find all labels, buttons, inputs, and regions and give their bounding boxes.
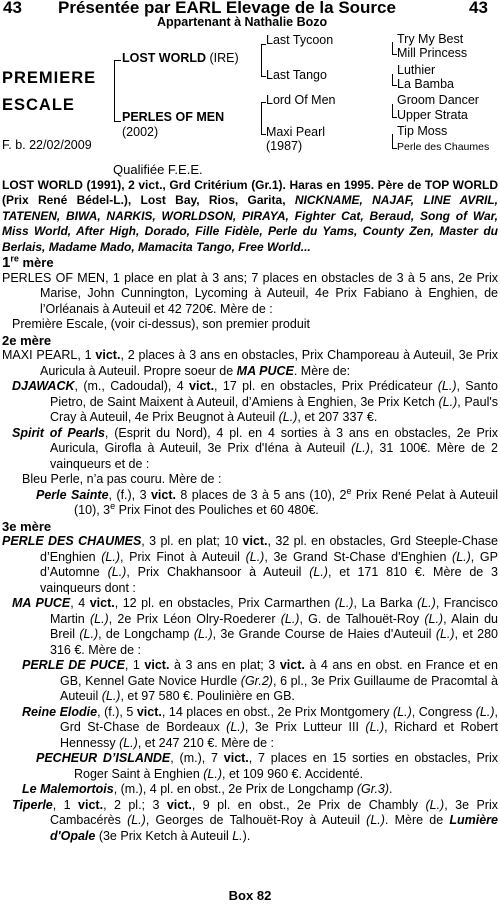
gen3-name: Try My Best: [397, 32, 464, 46]
gen2-name: Last Tycoon: [266, 33, 334, 47]
gen2-name: Maxi Pearl: [266, 125, 326, 139]
section-first-dam: 1re mère: [2, 253, 54, 271]
gen3-name: Groom Dancer: [397, 93, 479, 107]
qualification: Qualifiée F.E.E.: [113, 162, 203, 177]
gen2-name: Last Tango: [266, 68, 327, 82]
product-line: Première Escale, (voir ci-dessus), son premier produit: [12, 317, 311, 331]
bracket-line: [392, 104, 393, 118]
offspring-entry: Spirit of Pearls, (Esprit du Nord), 4 pl. en 4 sorties à 3 ans en obstacles, 2e Prix Auricula, Girofla à Auteuil, 3e Prix d'Iéna à Auteuil (L.), 31 100€. Mère de 2 vainqueurs et de :: [12, 425, 498, 471]
offspring-entry: MA PUCE, 4 vict., 12 pl. en obstacles, Prix Carmarthen (L.), La Barka (L.), Francisco Martin (L.), 2e Prix Léon Olry-Roederer (L.), G. de Talhouët-Roy (L.), Alain du Breil (L.), de Longchamp (L.), 3e Grande Course de Haies d'Auteuil (L.), et 280 316 €. Mère de :: [12, 596, 499, 657]
bracket-line: [261, 44, 262, 77]
bracket-line: [261, 102, 262, 135]
offspring-entry: PERLE DE PUCE, 1 vict. à 3 ans en plat; 3 vict. à 4 ans en obst. en France et en GB, Kennel Gate Novice Hurdle (Gr.2), 6 pl., 3e Prix Guillaume de Pracomtal à Auteuil (L.), et 97 580 €. Poulinière en GB.: [22, 658, 498, 703]
lot-number-left: 43: [3, 0, 22, 17]
offspring-entry: PECHEUR D’ISLANDE, (m.), 7 vict., 7 places en 15 sorties en obstacles, Prix Roger Saint à Enghien (L.), et 109 960 €. Accidenté.: [36, 751, 498, 781]
third-dam-text: PERLE DES CHAUMES, 3 pl. en plat; 10 vict., 32 pl. en obstacles, Grd Steeple-Chase d’Enghien (L.), Prix Finot à Auteuil (L.), 3e Grand St-Chase d'Enghien (L.), GP d’Automne (L.), Prix Chakhansoor à Auteuil (L.), et 171 810 €. Mère de 3 vainqueurs dont :: [2, 534, 499, 595]
gen2-name: Lord Of Men: [266, 93, 336, 107]
gen3-name: Tip Moss: [397, 124, 448, 138]
gen3-name: Mill Princess: [397, 46, 468, 60]
offspring-entry: Le Malemortois, (m.), 4 pl. en obst., 2e Prix de Longchamp (Gr.3).: [22, 782, 393, 796]
bracket-line: [392, 134, 393, 149]
bracket-line: [114, 60, 121, 61]
second-dam-text: MAXI PEARL, 1 vict., 2 places à 3 ans en obstacles, Prix Champoreau à Auteuil, 3e Prix Auricula à Auteuil. Propre soeur de MA PUCE. Mère de:: [2, 348, 498, 378]
section-third-dam: 3e mère: [2, 518, 52, 534]
gen3-name: Upper Strata: [397, 108, 468, 122]
owner-line: Appartenant à Nathalie Bozo: [157, 15, 328, 29]
section-second-dam: 2e mère: [2, 332, 52, 348]
first-dam-text: PERLES OF MEN, 1 place en plat à 3 ans; 7 places en obstacles de 3 à 5 ans, 2e Prix Marise, John Cunnington, Lycoming à Auteuil, 4e Prix Fabiano à Enghien, de l’Orléanais à Auteuil et 42 720€. Mère de :: [2, 270, 498, 316]
sire-name: LOST WORLD (IRE): [122, 51, 239, 65]
box-number: Box 82: [228, 888, 272, 903]
offspring-entry: Tiperle, 1 vict., 2 pl.; 3 vict., 9 pl. en obst., 2e Prix de Chambly (L.), 3e Prix Cambacérès (L.), Georges de Talhouët-Roy à Auteuil (L.). Mère de Lumière d'Opale (3e Prix Ketch à Auteuil L.).: [12, 797, 498, 843]
offspring-entry: Reine Elodie, (f.), 5 vict., 14 places en obst., 2e Prix Montgomery (L.), Congress (L.), Grd St-Chase de Bordeaux (L.), 3e Prix Lutteur III (L.), Richard et Robert Hennessy (L.), et 247 210 €. Mère de :: [22, 704, 498, 750]
gen2-note: (1987): [266, 139, 303, 153]
horse-name-line1: PREMIERE: [2, 69, 97, 87]
catalogue-body: [2, 162, 498, 844]
bracket-line: [114, 60, 115, 122]
dam-year: (2002): [122, 125, 159, 139]
sire-info: LOST WORLD (1991), 2 vict., Grd Critérium (Gr.1). Haras en 1995. Père de TOP WORLD (Prix René Bédel-L.), Lost Bay, Rios, Garita, NICKNAME, NAJAF, LINE AVRIL, TATENEN, BIWA, NARKIS, WORLDSON, PIRAYA, Fighter Cat, Beraud, Song of War, Miss World, After High, Dorado, Fille Fidèle, Perle du Yams, County Zen, Master du Berlais, Madame Mado, Mamacita Tango, Free World...: [2, 177, 498, 254]
offspring-entry: Bleu Perle, n’a pas couru. Mère de :: [22, 472, 222, 486]
lot-number-right: 43: [469, 0, 488, 17]
horse-info: F. b. 22/02/2009: [2, 138, 92, 152]
offspring-entry: Perle Sainte, (f.), 3 vict. 8 places de 3 à 5 ans (10), 2e Prix René Pelat à Auteuil (10), 3e Prix Finot des Pouliches et 60 480€.: [36, 485, 498, 517]
horse-name-line2: ESCALE: [2, 96, 75, 114]
offspring-entry: DJAWACK, (m., Cadoudal), 4 vict., 17 pl. en obstacles, Prix Prédicateur (L.), Santo Pietro, de Saint Maixent à Auteuil, d’Amiens à Enghien, 3e Prix Ketch (L.), Paul's Cray à Auteuil, 4e Prix Beugnot à Auteuil (L.), et 207 337 €.: [12, 379, 498, 424]
gen3-name: La Bamba: [397, 77, 454, 91]
gen3-name: Perle des Chaumes: [397, 141, 490, 153]
gen3-name: Luthier: [397, 63, 436, 77]
dam-name: PERLES OF MEN: [122, 110, 225, 124]
page-title: Présentée par EARL Elevage de la Source: [58, 0, 396, 17]
bracket-line: [114, 121, 121, 122]
